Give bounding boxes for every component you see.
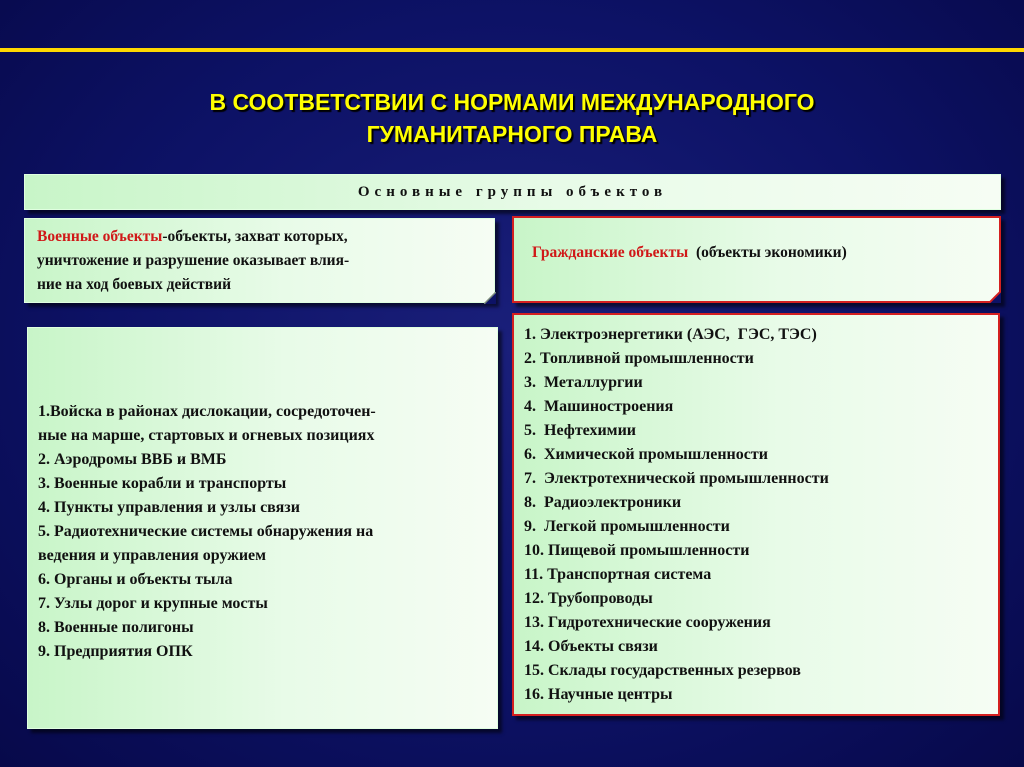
military-term: Военные объекты bbox=[37, 228, 163, 245]
civil-term: Гражданские объекты bbox=[532, 244, 689, 261]
list-item: ведения и управления оружием bbox=[38, 547, 267, 564]
list-item: 15. Склады государственных резервов bbox=[524, 662, 801, 679]
groups-header bbox=[24, 174, 1001, 210]
military-objects-definition bbox=[24, 218, 495, 303]
list-item: 11. Транспортная система bbox=[524, 566, 712, 583]
list-item: 2. Топливной промышленности bbox=[524, 350, 754, 367]
list-item: 12. Трубопроводы bbox=[524, 590, 653, 607]
groups-header-label: Основные группы объектов bbox=[357, 183, 668, 200]
list-item: 13. Гидротехнические сооружения bbox=[524, 614, 771, 631]
top-accent-line bbox=[0, 48, 1024, 52]
page-title: В СООТВЕТСТВИИ С НОРМАМИ МЕЖДУНАРОДНОГО ГУМАНИТАРНОГО ПРАВА bbox=[209, 89, 815, 147]
list-item: 8. Радиоэлектроники bbox=[524, 494, 682, 511]
list-item: 6. Органы и объекты тыла bbox=[38, 571, 233, 588]
list-item: 9. Предприятия ОПК bbox=[38, 643, 193, 660]
list-item: 6. Химической промышленности bbox=[524, 446, 768, 463]
list-item: 16. Научные центры bbox=[524, 686, 673, 703]
list-item: 14. Объекты связи bbox=[524, 638, 658, 655]
civil-objects-list bbox=[512, 313, 1000, 716]
list-item: 5. Радиотехнические системы обнаружения на bbox=[38, 523, 374, 540]
list-item: 7. Узлы дорог и крупные мосты bbox=[38, 595, 268, 612]
page-fold-icon bbox=[989, 291, 1001, 303]
civil-objects-definition bbox=[512, 216, 1001, 303]
list-item: 8. Военные полигоны bbox=[38, 619, 194, 636]
list-item: 3. Военные корабли и транспорты bbox=[38, 475, 287, 492]
list-item: ные на марше, стартовых и огневых позициях bbox=[38, 427, 375, 444]
military-definition: -объекты, захват которых, уничтожение и разрушение оказывает влия- ние на ход боевых действий bbox=[37, 228, 350, 293]
civil-definition: (объекты экономики) bbox=[688, 244, 847, 261]
list-item: 2. Аэродромы ВВБ и ВМБ bbox=[38, 451, 227, 468]
list-item: 10. Пищевой промышленности bbox=[524, 542, 750, 559]
list-item: 7. Электротехнической промышленности bbox=[524, 470, 829, 487]
list-item: 4. Пункты управления и узлы связи bbox=[38, 499, 300, 516]
list-item: 5. Нефтехимии bbox=[524, 422, 637, 439]
list-item: 1. Электроэнергетики (АЭС, ГЭС, ТЭС) bbox=[524, 326, 817, 343]
list-item: 1.Войска в районах дислокации, сосредоточен- bbox=[38, 403, 376, 420]
page-fold-icon bbox=[484, 292, 496, 304]
military-objects-list bbox=[27, 327, 498, 729]
list-item: 3. Металлургии bbox=[524, 374, 643, 391]
list-item: 4. Машиностроения bbox=[524, 398, 674, 415]
list-item: 9. Легкой промышленности bbox=[524, 518, 730, 535]
